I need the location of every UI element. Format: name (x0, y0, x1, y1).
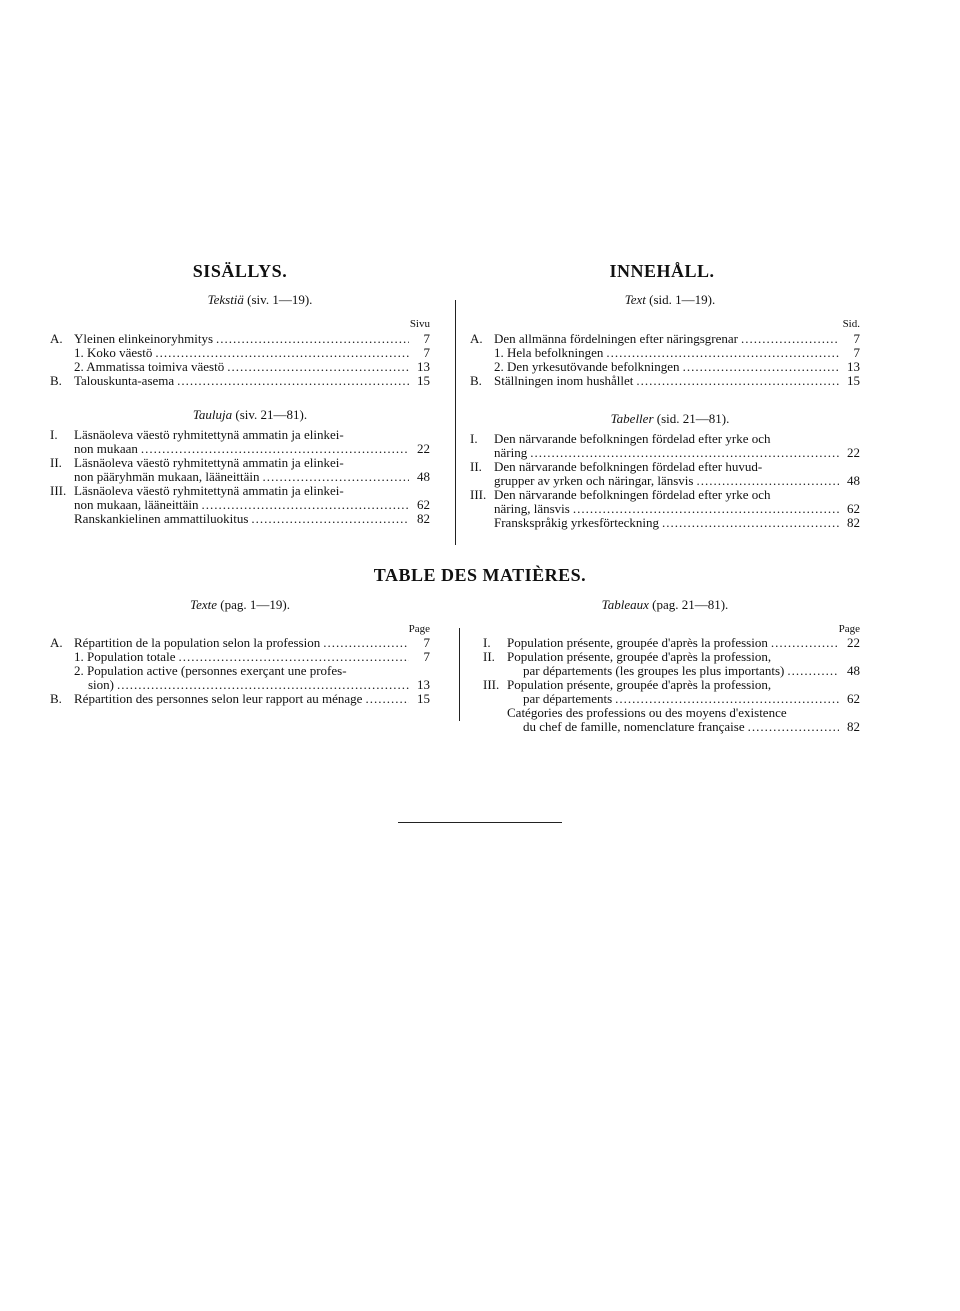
fi-table-item: non mukaan, lääneittäin ..... 62 (50, 498, 430, 512)
fr-table-item: par départements ..... 62 (483, 692, 860, 706)
fi-page-label: Sivu (409, 318, 430, 330)
fr-title: TABLE DES MATIÈRES. (373, 565, 587, 585)
fr-page-label-2: Page (838, 623, 860, 635)
fr-table-item: par départements (les groupes les plus importants) ..... 48 (483, 664, 860, 678)
fr-text-item: B. Répartition des personnes selon leur rapport au ménage ..... 15 (50, 692, 430, 706)
sv-text-item: 2. Den yrkesutövande befolkningen ..... 13 (470, 360, 860, 374)
fi-table-item-line: III. Läsnäoleva väestö ryhmitettynä ammatin ja elinkei- (50, 483, 344, 498)
fr-text-subtitle: Texte (pag. 1—19). (190, 597, 290, 612)
fr-table-item-line: Catégories des professions ou des moyens d'existence (507, 705, 787, 720)
fi-text-subtitle: Tekstiä (siv. 1—19). (207, 292, 313, 307)
column-divider-bottom (459, 628, 460, 721)
fi-text-item: A. Yleinen elinkeinoryhmitys ..... 7 (50, 332, 430, 346)
sv-page-label: Sid. (842, 318, 860, 330)
sv-table-item: näring, länsvis ..... 62 (470, 502, 860, 516)
fr-table-item-line: III. Population présente, groupée d'après la profession, (483, 677, 772, 692)
fi-text-item: B. Talouskunta-asema ..... 15 (50, 374, 430, 388)
sv-table-item: Franskspråkig yrkesförteckning ..... 82 (470, 516, 860, 530)
fi-table-item: Ranskankielinen ammattiluokitus ..... 82 (50, 512, 430, 526)
fi-table-item-line: II. Läsnäoleva väestö ryhmitettynä ammatin ja elinkei- (50, 455, 344, 470)
fi-table-item-line: I. Läsnäoleva väestö ryhmitettynä ammatin ja elinkei- (50, 427, 344, 442)
sv-table-item-line: III. Den närvarande befolkningen fördelad efter yrke och (470, 487, 771, 502)
fi-text-item: 2. Ammatissa toimiva väestö ..... 13 (50, 360, 430, 374)
fr-text-item: sion) ..... 13 (50, 678, 430, 692)
sv-title: INNEHÅLL. (609, 261, 715, 281)
sv-text-item: B. Ställningen inom hushållet ..... 15 (470, 374, 860, 388)
fr-text-item: A. Répartition de la population selon la profession ..... 7 (50, 636, 430, 650)
sv-table-item: näring ..... 22 (470, 446, 860, 460)
fi-table-item: non mukaan ..... 22 (50, 442, 430, 456)
fi-table-item: non pääryhmän mukaan, lääneittäin ..... 48 (50, 470, 430, 484)
fi-text-item: 1. Koko väestö ..... 7 (50, 346, 430, 360)
fr-table-item-line: II. Population présente, groupée d'après la profession, (483, 649, 772, 664)
sv-text-subtitle: Text (sid. 1—19). (624, 292, 716, 307)
sv-table-item: grupper av yrken och näringar, länsvis ..... 48 (470, 474, 860, 488)
fr-table-item: du chef de famille, nomenclature française ..... 82 (483, 720, 860, 734)
sv-text-item: A. Den allmänna fördelningen efter näringsgrenar ..... 7 (470, 332, 860, 346)
sv-table-item-line: I. Den närvarande befolkningen fördelad efter yrke och (470, 431, 771, 446)
column-divider-top (455, 300, 456, 545)
fr-tables-subtitle: Tableaux (pag. 21—81). (601, 597, 729, 612)
fr-table-item: I. Population présente, groupée d'après la profession ..... 22 (483, 636, 860, 650)
sv-tables-subtitle: Tabeller (sid. 21—81). (610, 411, 730, 426)
sv-text-item: 1. Hela befolkningen ..... 7 (470, 346, 860, 360)
fr-page-label: Page (408, 623, 430, 635)
fi-tables-subtitle: Tauluja (siv. 21—81). (192, 407, 308, 422)
fi-title: SISÄLLYS. (192, 261, 288, 281)
closing-rule (398, 822, 562, 823)
fr-text-item: 1. Population totale ..... 7 (50, 650, 430, 664)
fr-text-item-line: 2. Population active (personnes exerçant une profes- (74, 663, 347, 678)
sv-table-item-line: II. Den närvarande befolkningen fördelad efter huvud- (470, 459, 763, 474)
